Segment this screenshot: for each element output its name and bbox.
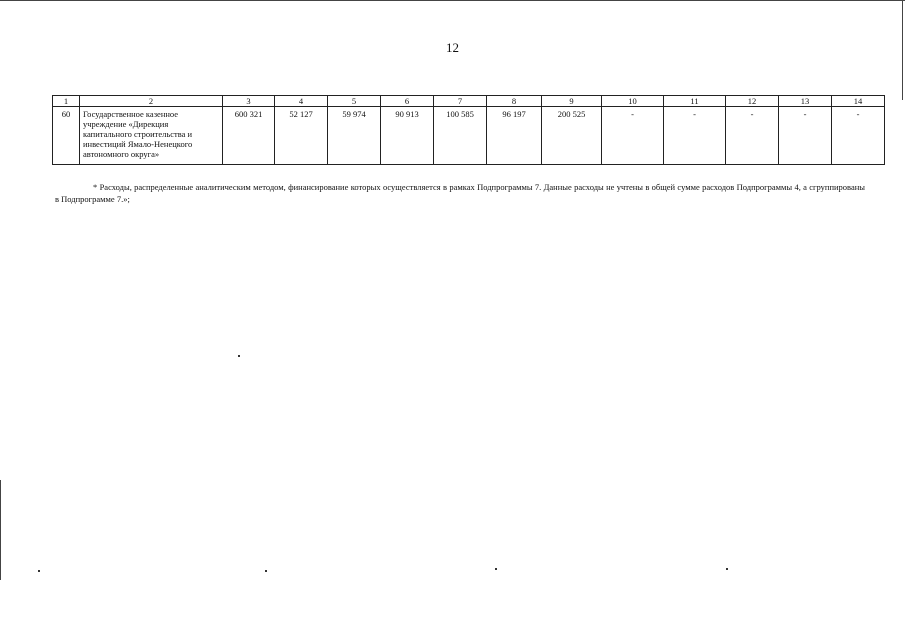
row-number-cell: 60: [53, 107, 80, 165]
table-row: [53, 107, 885, 165]
column-header: 4: [275, 96, 328, 107]
column-header: 12: [726, 96, 779, 107]
budget-table: [52, 95, 885, 165]
value-cell: 59 974: [328, 107, 381, 165]
column-header: 1: [53, 96, 80, 107]
column-header: 9: [542, 96, 602, 107]
column-header: 7: [434, 96, 487, 107]
scan-speck: [265, 570, 267, 572]
column-header: 6: [381, 96, 434, 107]
column-header: 2: [80, 96, 223, 107]
value-cell: -: [779, 107, 832, 165]
footnote: * Расходы, распределенные аналитическим методом, финансирование которых осуществляется в рамках Подпрограммы 7. Данные расходы не учтены в общей сумме расходов Подпрограммы 4, а сгруппированы в Подпрограмме 7.»;: [55, 182, 865, 204]
column-header: 10: [602, 96, 664, 107]
column-header: 13: [779, 96, 832, 107]
column-header: 11: [664, 96, 726, 107]
scan-speck: [726, 568, 728, 570]
scan-speck: [38, 570, 40, 572]
page-number: 12: [446, 40, 459, 55]
value-cell: 90 913: [381, 107, 434, 165]
value-cell: 52 127: [275, 107, 328, 165]
value-cell: 200 525: [542, 107, 602, 165]
scan-speck: [238, 355, 240, 357]
scan-edge-left: [0, 480, 1, 580]
scan-edge-top: [0, 0, 905, 1]
column-header: 8: [487, 96, 542, 107]
value-cell: 100 585: [434, 107, 487, 165]
column-header: 3: [223, 96, 275, 107]
table-header-row: [53, 96, 885, 107]
column-header: 5: [328, 96, 381, 107]
value-cell: -: [726, 107, 779, 165]
value-cell: -: [832, 107, 885, 165]
value-cell: 96 197: [487, 107, 542, 165]
scan-speck: [495, 568, 497, 570]
institution-name-cell: Государственное казенное учреждение «Дирекция капитального строительства и инвестиций Ямало-Ненецкого автономного округа»: [80, 107, 223, 165]
column-header: 14: [832, 96, 885, 107]
value-cell: 600 321: [223, 107, 275, 165]
value-cell: -: [602, 107, 664, 165]
value-cell: -: [664, 107, 726, 165]
scan-edge-right: [902, 0, 903, 100]
